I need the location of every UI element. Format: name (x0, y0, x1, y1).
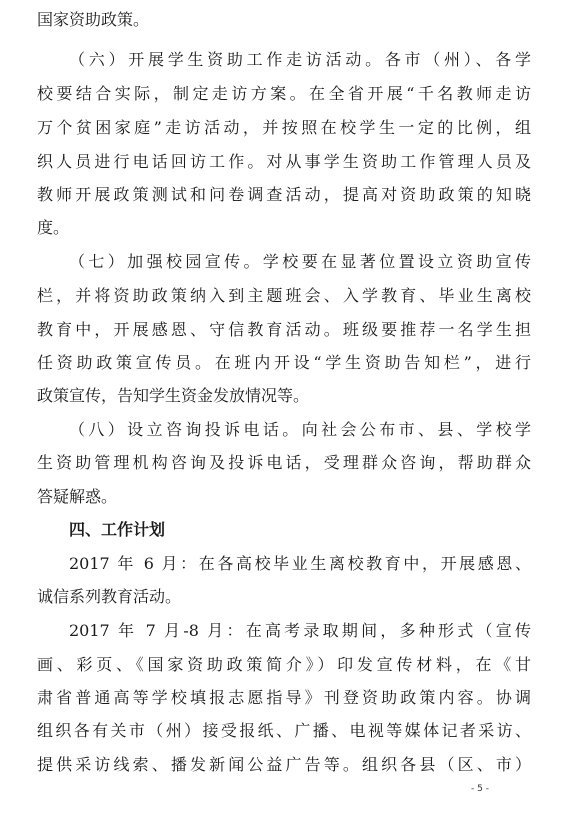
paragraph-line: 画、彩页、《国家资助政策简介》）印发宣传材料，在《甘 (37, 655, 531, 674)
paragraph-line: 度。 (37, 218, 70, 237)
paragraph-line: 栏，并将资助政策纳入到主题班会、入学教育、毕业生离校 (37, 286, 531, 305)
paragraph-line: 国家资助政策。 (37, 10, 150, 29)
paragraph-line: （七）加强校园宣传。学校要在显著位置设立资助宣传 (69, 252, 531, 271)
paragraph-line: 教师开展政策测试和问卷调查活动，提高对资助政策的知晓 (37, 185, 531, 204)
paragraph-line: （八）设立咨询投诉电话。向社会公布市、县、学校学 (69, 420, 531, 439)
paragraph-line: 提供采访线索、播发新闻公益广告等。组织各县（区、市） (37, 755, 531, 774)
paragraph-line: 组织各有关市（州）接受报纸、广播、电视等媒体记者采访、 (37, 721, 531, 740)
paragraph-line: 生资助管理机构咨询及投诉电话，受理群众咨询，帮助群众 (37, 453, 531, 472)
paragraph-line: 答疑解惑。 (37, 487, 118, 506)
paragraph-line: 校要结合实际，制定走访方案。在全省开展“千名教师走访 (37, 84, 531, 103)
paragraph-line: 任资助政策宣传员。在班内开设“学生资助告知栏”，进行 (37, 353, 531, 372)
paragraph-line: 肃省普通高等学校填报志愿指导》刊登资助政策内容。协调 (37, 688, 531, 707)
paragraph-line: 诚信系列教育活动。 (37, 587, 182, 606)
page-number: - 5 - (471, 784, 489, 794)
paragraph-line: 政策宣传，告知学生资金发放情况等。 (37, 386, 310, 405)
paragraph-line: 教育中，开展感恩、守信教育活动。班级要推荐一名学生担 (37, 320, 531, 339)
paragraph-line: 织人员进行电话回访工作。对从事学生资助工作管理人员及 (37, 152, 531, 171)
paragraph-line: 万个贫困家庭”走访活动，并按照在校学生一定的比例，组 (37, 118, 531, 137)
paragraph-line: 2017 年 6 月：在各高校毕业生离校教育中，开展感恩、 (69, 554, 531, 573)
paragraph-line: （六）开展学生资助工作走访活动。各市（州）、各学 (69, 50, 531, 69)
section-heading: 四、工作计划 (69, 520, 166, 539)
paragraph-line: 2017 年 7 月-8 月：在高考录取期间，多种形式（宣传 (69, 621, 531, 640)
